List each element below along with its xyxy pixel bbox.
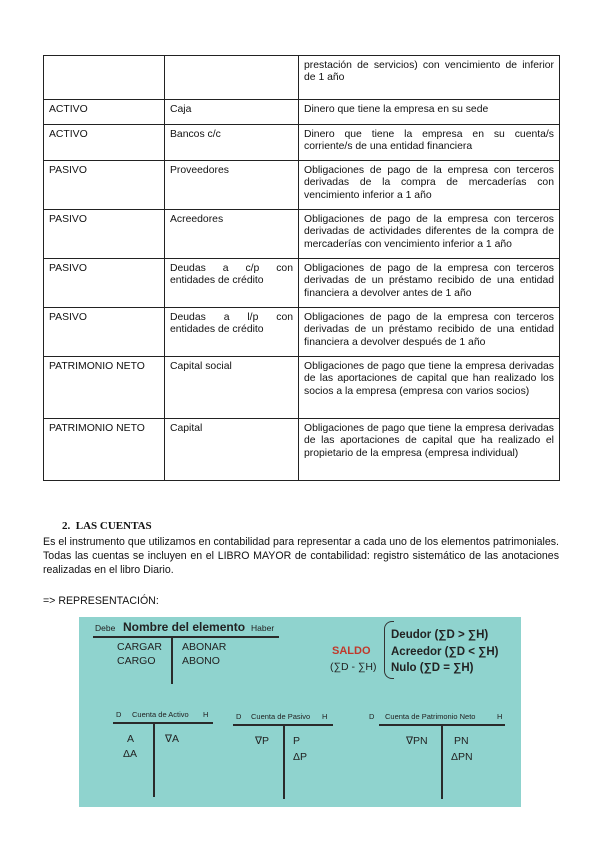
pasivo-right2: ΔP (293, 751, 308, 763)
cell-type: ACTIVO (44, 125, 165, 161)
pn-right2: ΔPN (451, 751, 473, 763)
table-row (44, 308, 560, 357)
cell-desc: Obligaciones de pago que tiene la empresa derivadas de las aportaciones de capital que han realizado los socios a la empresa (empresa con varios socios) (299, 357, 560, 419)
table-row (44, 259, 560, 308)
saldo-formula: (∑D - ∑H) (330, 661, 377, 673)
cell-name (165, 56, 299, 100)
cell-type: PASIVO (44, 161, 165, 210)
pn-h-label: H (497, 712, 503, 721)
pasivo-t-vertical (283, 724, 285, 799)
activo-d-label: D (116, 710, 122, 719)
cell-desc: Obligaciones de pago de la empresa con terceros derivadas de actividades diferentes de la compra de mercaderías con vencimiento inferior a 1 año (299, 210, 560, 259)
pn-t-vertical (441, 724, 443, 799)
table-row (44, 100, 560, 125)
main-t-horizontal (93, 636, 279, 638)
cell-type: PASIVO (44, 210, 165, 259)
pasivo-d-label: D (236, 712, 242, 721)
cell-name: Bancos c/c (165, 125, 299, 161)
cell-desc: Obligaciones de pago de la empresa con terceros derivadas de un préstamo recibido de una entidad financiera a devolver después de 1 año (299, 308, 560, 357)
haber-label: Haber (251, 623, 275, 633)
pasivo-title: Cuenta de Pasivo (251, 712, 311, 721)
cell-desc: Dinero que tiene la empresa en su sede (299, 100, 560, 125)
cell-type: PATRIMONIO NETO (44, 357, 165, 419)
cell-name: Deudas a c/p con entidades de crédito (165, 259, 299, 308)
table-row (44, 357, 560, 419)
pn-right1: PN (454, 735, 469, 747)
pn-title: Cuenta de Patrimonio Neto (385, 712, 476, 721)
t-account-diagram (79, 617, 521, 807)
table-row (44, 210, 560, 259)
accounts-table-body (44, 56, 560, 481)
section-title: 2. LAS CUENTAS (62, 520, 152, 532)
pasivo-left1: ∇P (255, 735, 270, 747)
activo-t-horizontal (113, 722, 213, 724)
main-t-vertical (171, 636, 173, 684)
cell-type: PASIVO (44, 308, 165, 357)
pn-d-label: D (369, 712, 375, 721)
debe-label: Debe (95, 623, 116, 633)
activo-title: Cuenta de Activo (132, 710, 189, 719)
table-row (44, 56, 560, 100)
cell-type: PATRIMONIO NETO (44, 419, 165, 481)
deudor-label: Deudor (∑D > ∑H) (391, 629, 489, 641)
cell-name: Caja (165, 100, 299, 125)
section-body: Es el instrumento que utilizamos en contabilidad para representar a cada uno de los elementos patrimoniales. Todas las cuentas se incluyen en el LIBRO MAYOR de contabilidad: registro sistemático de las anotaciones realizadas en el libro Diario. (43, 536, 559, 576)
pn-left1: ∇PN (406, 735, 428, 747)
cell-name: Capital social (165, 357, 299, 419)
table-row (44, 161, 560, 210)
representation-label: => REPRESENTACIÓN: (43, 595, 159, 607)
cell-name: Acreedores (165, 210, 299, 259)
pasivo-h-label: H (322, 712, 328, 721)
cargo-label: CARGO (117, 655, 156, 667)
activo-t-vertical (153, 722, 155, 797)
cell-type: ACTIVO (44, 100, 165, 125)
cell-desc: Obligaciones de pago de la empresa con terceros derivadas de un préstamo recibido de una entidad financiera a devolver antes de 1 año (299, 259, 560, 308)
cell-name: Capital (165, 419, 299, 481)
element-name-title: Nombre del elemento (123, 620, 246, 634)
pasivo-right1: P (293, 735, 301, 747)
nulo-label: Nulo (∑D = ∑H) (391, 662, 474, 674)
cell-desc: Obligaciones de pago de la empresa con terceros derivadas de la compra de mercaderías con vencimiento inferior a 1 año (299, 161, 560, 210)
cargar-label: CARGAR (117, 641, 162, 653)
saldo-label: SALDO (332, 645, 371, 657)
activo-h-label: H (203, 710, 209, 719)
cell-desc: Obligaciones de pago que tiene la empresa derivadas de las aportaciones de capital que ha realizado el propietario de la empresa (empresa individual) (299, 419, 560, 481)
cell-name: Deudas a l/p con entidades de crédito (165, 308, 299, 357)
activo-left1: A (127, 733, 135, 745)
table-row (44, 125, 560, 161)
cell-desc: prestación de servicios) con vencimiento de inferior de 1 año (299, 56, 560, 100)
cell-name: Proveedores (165, 161, 299, 210)
cell-type: PASIVO (44, 259, 165, 308)
cell-type (44, 56, 165, 100)
abono-label: ABONO (182, 655, 220, 667)
table-row (44, 419, 560, 481)
cell-desc: Dinero que tiene la empresa en su cuenta/s corriente/s de una entidad financiera (299, 125, 560, 161)
abonar-label: ABONAR (182, 641, 227, 653)
accounts-table (43, 55, 560, 481)
acreedor-label: Acreedor (∑D < ∑H) (391, 646, 499, 658)
activo-right1: ∇A (165, 733, 180, 745)
activo-left2: ΔA (123, 748, 138, 760)
